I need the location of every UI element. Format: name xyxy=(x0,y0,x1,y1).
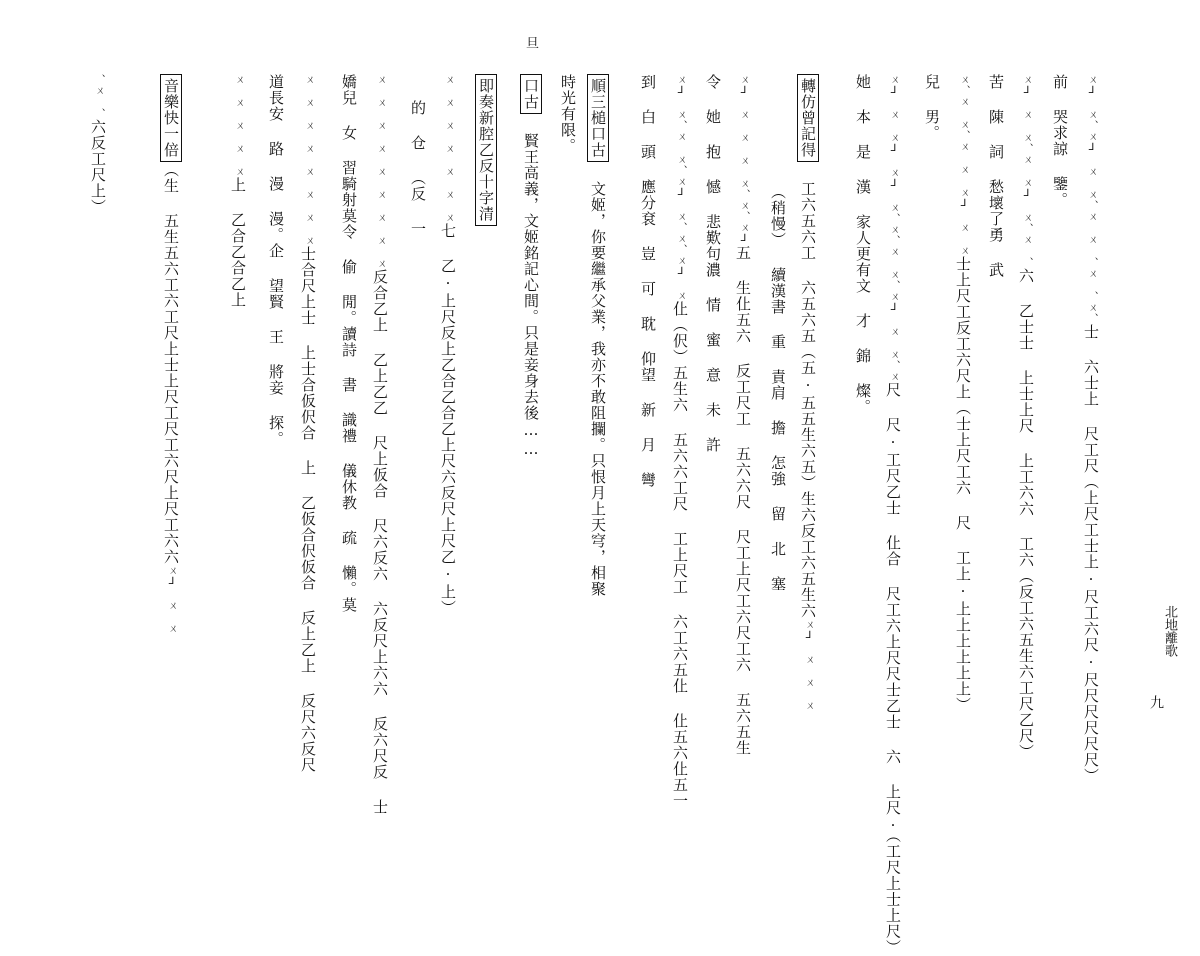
score-column xyxy=(800,74,815,711)
dialogue-column xyxy=(523,74,538,459)
column-text: （稍慢） 續漢書 重 責肩 擔 怎強 留 北 塞 xyxy=(769,184,787,592)
column-text: 上 乙合乙合乙上 xyxy=(229,177,247,308)
page-top-char: 旦 xyxy=(523,36,538,49)
lyric-column xyxy=(855,74,870,415)
column-text: 令 她 抱 憾 悲歎句濃 情 蜜 意 未 許 xyxy=(704,74,722,453)
column-text: 苦 陳 詞 愁壞了勇 武 xyxy=(987,74,1005,278)
lyric-column xyxy=(924,74,939,141)
score-column xyxy=(440,74,455,616)
score-column xyxy=(955,74,970,713)
column-text: 文姬，你要繼承父業，我亦不敢阻攔。只恨月上天穹，相聚 xyxy=(589,162,607,597)
column-text: 士上尺工反工六尺上（士上尺工六 尺 工上·上上上上上上） xyxy=(954,256,972,713)
score-column xyxy=(735,74,750,756)
section-label: 口古 xyxy=(520,74,542,114)
dialogue-column xyxy=(590,74,605,597)
notation-marks: ㄨ⅃ ㄨ、ㄨ ㄨ、ㄨ⅃ ㄨ、ㄨ、ㄨ⅃ ㄨ xyxy=(675,74,686,301)
notation-marks: ㄨ⅃ ㄨ ㄨ、ㄨ ㄨ⅃ ㄨ、ㄨ 、 xyxy=(1021,74,1032,268)
column-text: 的 仓 （反 一 xyxy=(409,100,427,237)
notation-marks: ㄨ⅃ ㄨ ㄨ ㄨ xyxy=(803,619,814,711)
lyric-column xyxy=(341,74,356,613)
column-text: 前 哭求諒 鑒。 xyxy=(1051,74,1069,208)
column-text: 兒 男。 xyxy=(923,74,941,141)
lyric-column xyxy=(988,74,1003,278)
notation-marks: ㄨ⅃ ㄨ ㄨ ㄨ ㄨ、ㄨ、ㄨ⅃ xyxy=(738,74,749,245)
score-column xyxy=(672,74,687,809)
lyric-column xyxy=(1052,74,1067,208)
column-text: 尺 尺·工尺乙士 仩合 尺工六上尺尺士乙士 六 上尺·（工尺上士上尺） xyxy=(884,382,902,956)
column-text: 五 生仩五六 反工尺工 五六六尺 尺工上尺工六尺工六 五六五生 xyxy=(734,245,752,756)
notation-marks: ㄨ、ㄨ ㄨ、ㄨ ㄨ ㄨ⅃ ㄨ ㄨ xyxy=(958,74,969,256)
notation-marks: ㄨ⅃ ㄨ ㄨ xyxy=(166,565,177,634)
column-text: 七 乙·上尺反上乙合乙合乙上尺六反尺上尺乙·上） xyxy=(439,223,457,616)
score-column xyxy=(1018,74,1033,760)
lyric-column xyxy=(410,100,425,237)
section-label: 音樂快一倍 xyxy=(160,74,182,162)
column-text: 仩（伬）五生六 五六六工尺 工上尺工 六工六五仩 仩五六仩五一 xyxy=(671,301,689,809)
column-text: 時光有限。 xyxy=(559,74,577,154)
score-column xyxy=(885,74,900,956)
section-heading-column xyxy=(478,74,493,226)
page-number: 九 xyxy=(1148,695,1164,709)
column-text: 嬌兒 女 習騎射莫令 偷 閒。讀詩 書 識禮 儀休教 疏 懶。莫 xyxy=(340,74,358,613)
column-text: 賢王高義，文姬銘記心間。只是妾身去後…… xyxy=(522,114,540,459)
section-label: 轉仿曾記得 xyxy=(797,74,819,162)
column-text: 士合尺上士 上士合仮伬合 上 乙仮合伬仮合 反上乙上 反尺六反尺 xyxy=(299,246,317,773)
column-text: 工六五六工 六五六五（五·五五生六五）生六反工六五生六 xyxy=(799,162,817,619)
column-text: （生 五生五六工六工尺上士上尺工尺工六尺上尺工六六 xyxy=(162,162,180,565)
column-text: 到 白 頭 應分袞 豈 可 耽 仰望 新 月 彎 xyxy=(639,74,657,488)
column-text: 反合乙上 乙上乙乙 尺上仮合 尺六反六 六反尺上六六 反六尺反 士 xyxy=(371,269,389,815)
notation-marks: 、ㄨ 、 xyxy=(93,74,104,119)
score-column xyxy=(300,74,315,773)
score-column xyxy=(372,74,387,815)
section-label: 順三槌口古 xyxy=(587,74,609,162)
lyric-column xyxy=(640,74,655,488)
notation-marks: ㄨ ㄨ ㄨ ㄨ ㄨ xyxy=(233,74,244,177)
score-column xyxy=(1083,74,1098,784)
notation-marks: ㄨ ㄨ ㄨ ㄨ ㄨ ㄨ ㄨ ㄨ ㄨ xyxy=(375,74,386,269)
column-text: 道長安 路 漫 漫。企 望賢 王 將妾 探。 xyxy=(267,74,285,447)
notation-marks: ㄨ ㄨ ㄨ ㄨ ㄨ ㄨ ㄨ ㄨ xyxy=(303,74,314,246)
score-column xyxy=(230,74,245,308)
column-text: 士 六士上 尺工尺（上尺工士上·尺工六尺·尺尺尺尺尺尺） xyxy=(1082,324,1100,784)
section-label: 即奏新腔乙反十字清 xyxy=(475,74,497,226)
lyric-column xyxy=(770,184,785,592)
dialogue-column xyxy=(560,74,575,154)
notation-marks: ㄨ⅃ ㄨ、ㄨ⅃ ㄨ ㄨ、ㄨ ㄨ 、ㄨ 、ㄨ、 xyxy=(1086,74,1097,324)
column-text: 六反工尺上） xyxy=(89,119,107,215)
lyric-column xyxy=(705,74,720,453)
score-column xyxy=(163,74,178,634)
notation-marks: ㄨ⅃ ㄨ ㄨ⅃ ㄨ⅃ ㄨ、ㄨ、ㄨ ㄨ、ㄨ⅃ ㄨ ㄨ、ㄨ xyxy=(888,74,899,382)
score-column xyxy=(90,74,105,215)
running-title: 北地離歌 xyxy=(1162,605,1177,657)
notation-marks: ㄨ ㄨ ㄨ ㄨ ㄨ ㄨ ㄨ xyxy=(443,74,454,223)
column-text: 六 乙士士 上士上尺 上工六六 工六（反工六五生六工尺乙尺） xyxy=(1017,268,1035,760)
column-text: 她 本 是 漢 家人更有文 才 錦 燦。 xyxy=(854,74,872,415)
lyric-column xyxy=(268,74,283,447)
